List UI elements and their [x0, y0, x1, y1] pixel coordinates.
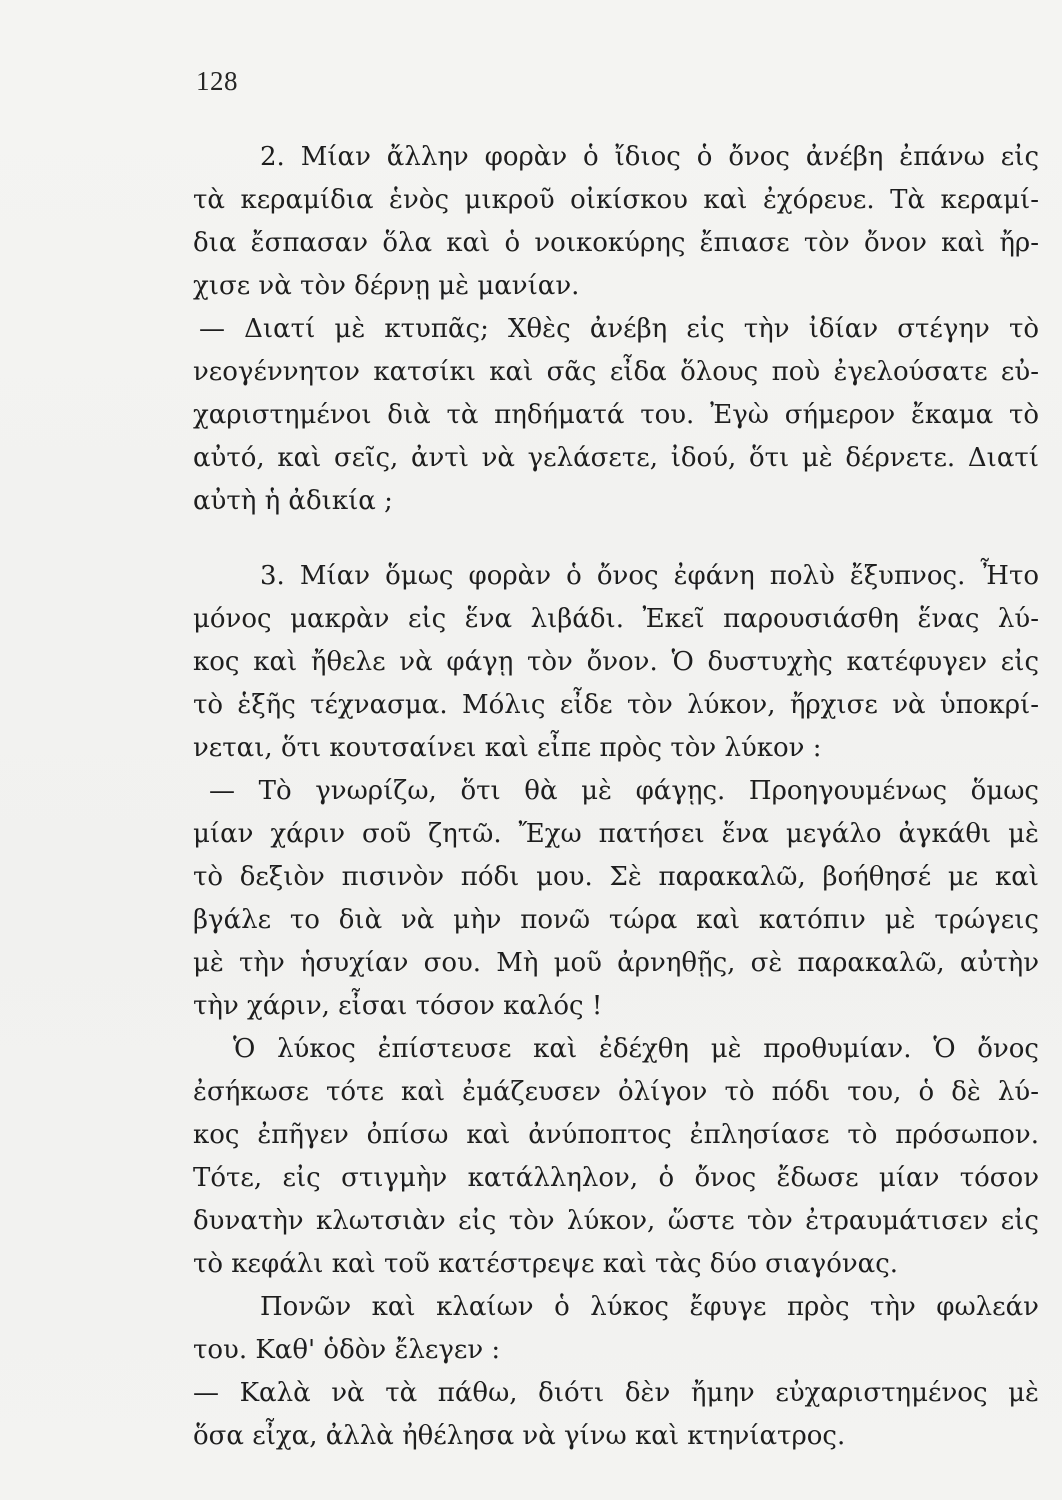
body-text [193, 136, 1039, 1458]
text-line: μίαν χάριν σοῦ ζητῶ. Ἔχω πατήσει ἕνα μεγάλο ἀγκάθι μὲ [193, 819, 1039, 849]
text-line: χαριστημένοι διὰ τὰ πηδήματά του. Ἐγὼ σήμερον ἔκαμα τὸ [193, 400, 1039, 430]
text-line: 2. Μίαν ἄλλην φορὰν ὁ ἴδιος ὁ ὄνος ἀνέβη ἐπάνω εἰς [260, 142, 1039, 172]
text-line: δυνατὴν κλωτσιὰν εἰς τὸν λύκον, ὥστε τὸν ἐτραυμάτισεν εἰς [193, 1206, 1039, 1236]
text-line: τὰ κεραμίδια ἑνὸς μικροῦ οἰκίσκου καὶ ἐχόρευε. Τὰ κεραμί- [193, 185, 1039, 215]
text-line: ὅσα εἶχα, ἀλλὰ ἠθέλησα νὰ γίνω καὶ κτηνίατρος. [193, 1421, 846, 1451]
text-line: κος ἐπῆγεν ὀπίσω καὶ ἀνύποπτος ἐπλησίασε τὸ πρόσωπον. [193, 1120, 1039, 1150]
text-line: Πονῶν καὶ κλαίων ὁ λύκος ἔφυγε πρὸς τὴν φωλεάν [260, 1292, 1039, 1322]
text-line: νεογέννητον κατσίκι καὶ σᾶς εἶδα ὅλους ποὺ ἐγελούσατε εὐ- [193, 357, 1039, 387]
text-line: τὸ κεφάλι καὶ τοῦ κατέστρεψε καὶ τὰς δύο σιαγόνας. [193, 1249, 899, 1279]
paragraph-gap [193, 523, 1039, 555]
text-line: — Τὸ γνωρίζω, ὅτι θὰ μὲ φάγῃς. Προηγουμένως ὅμως [209, 776, 1039, 806]
text-line: βγάλε το διὰ νὰ μὴν πονῶ τώρα καὶ κατόπιν μὲ τρώγεις [193, 905, 1039, 935]
text-line: νεται, ὅτι κουτσαίνει καὶ εἶπε πρὸς τὸν λύκον : [193, 733, 822, 763]
text-line: μόνος μακρὰν εἰς ἕνα λιβάδι. Ἐκεῖ παρουσιάσθη ἕνας λύ- [193, 604, 1039, 634]
text-line: του. Καθ' ὁδὸν ἔλεγεν : [193, 1335, 501, 1365]
text-line: αὐτὴ ἡ ἀδικία ; [193, 486, 393, 516]
text-line: — Διατί μὲ κτυπᾶς; Χθὲς ἀνέβη εἰς τὴν ἰδίαν στέγην τὸ [199, 314, 1039, 344]
text-line: τὴν χάριν, εἶσαι τόσον καλός ! [193, 991, 603, 1021]
text-line: Τότε, εἰς στιγμὴν κατάλληλον, ὁ ὄνος ἔδωσε μίαν τόσον [193, 1163, 1039, 1193]
text-line: ἐσήκωσε τότε καὶ ἐμάζευσεν ὀλίγον τὸ πόδι του, ὁ δὲ λύ- [193, 1077, 1039, 1107]
text-line: τὸ δεξιὸν πισινὸν πόδι μου. Σὲ παρακαλῶ, βοήθησέ με καὶ [193, 862, 1039, 892]
text-line: δια ἔσπασαν ὅλα καὶ ὁ νοικοκύρης ἔπιασε τὸν ὄνον καὶ ἤρ- [193, 228, 1039, 258]
text-line: τὸ ἑξῆς τέχνασμα. Μόλις εἶδε τὸν λύκον, ἤρχισε νὰ ὑποκρί- [193, 690, 1039, 720]
text-line: χισε νὰ τὸν δέρνῃ μὲ μανίαν. [193, 271, 580, 301]
text-line: μὲ τὴν ἡσυχίαν σου. Μὴ μοῦ ἀρνηθῇς, σὲ παρακαλῶ, αὐτὴν [193, 948, 1039, 978]
text-line: Ὁ λύκος ἐπίστευσε καὶ ἐδέχθη μὲ προθυμίαν. Ὁ ὄνος [233, 1034, 1039, 1064]
page-number: 128 [196, 66, 238, 96]
text-line: αὐτό, καὶ σεῖς, ἀντὶ νὰ γελάσετε, ἰδού, ὅτι μὲ δέρνετε. Διατί [193, 443, 1039, 473]
text-line: 3. Μίαν ὅμως φορὰν ὁ ὄνος ἐφάνη πολὺ ἔξυπνος. Ἦτο [260, 561, 1039, 591]
text-line: — Καλὰ νὰ τὰ πάθω, διότι δὲν ἤμην εὐχαριστημένος μὲ [193, 1378, 1039, 1408]
text-line: κος καὶ ἤθελε νὰ φάγῃ τὸν ὄνον. Ὁ δυστυχὴς κατέφυγεν εἰς [193, 647, 1039, 677]
